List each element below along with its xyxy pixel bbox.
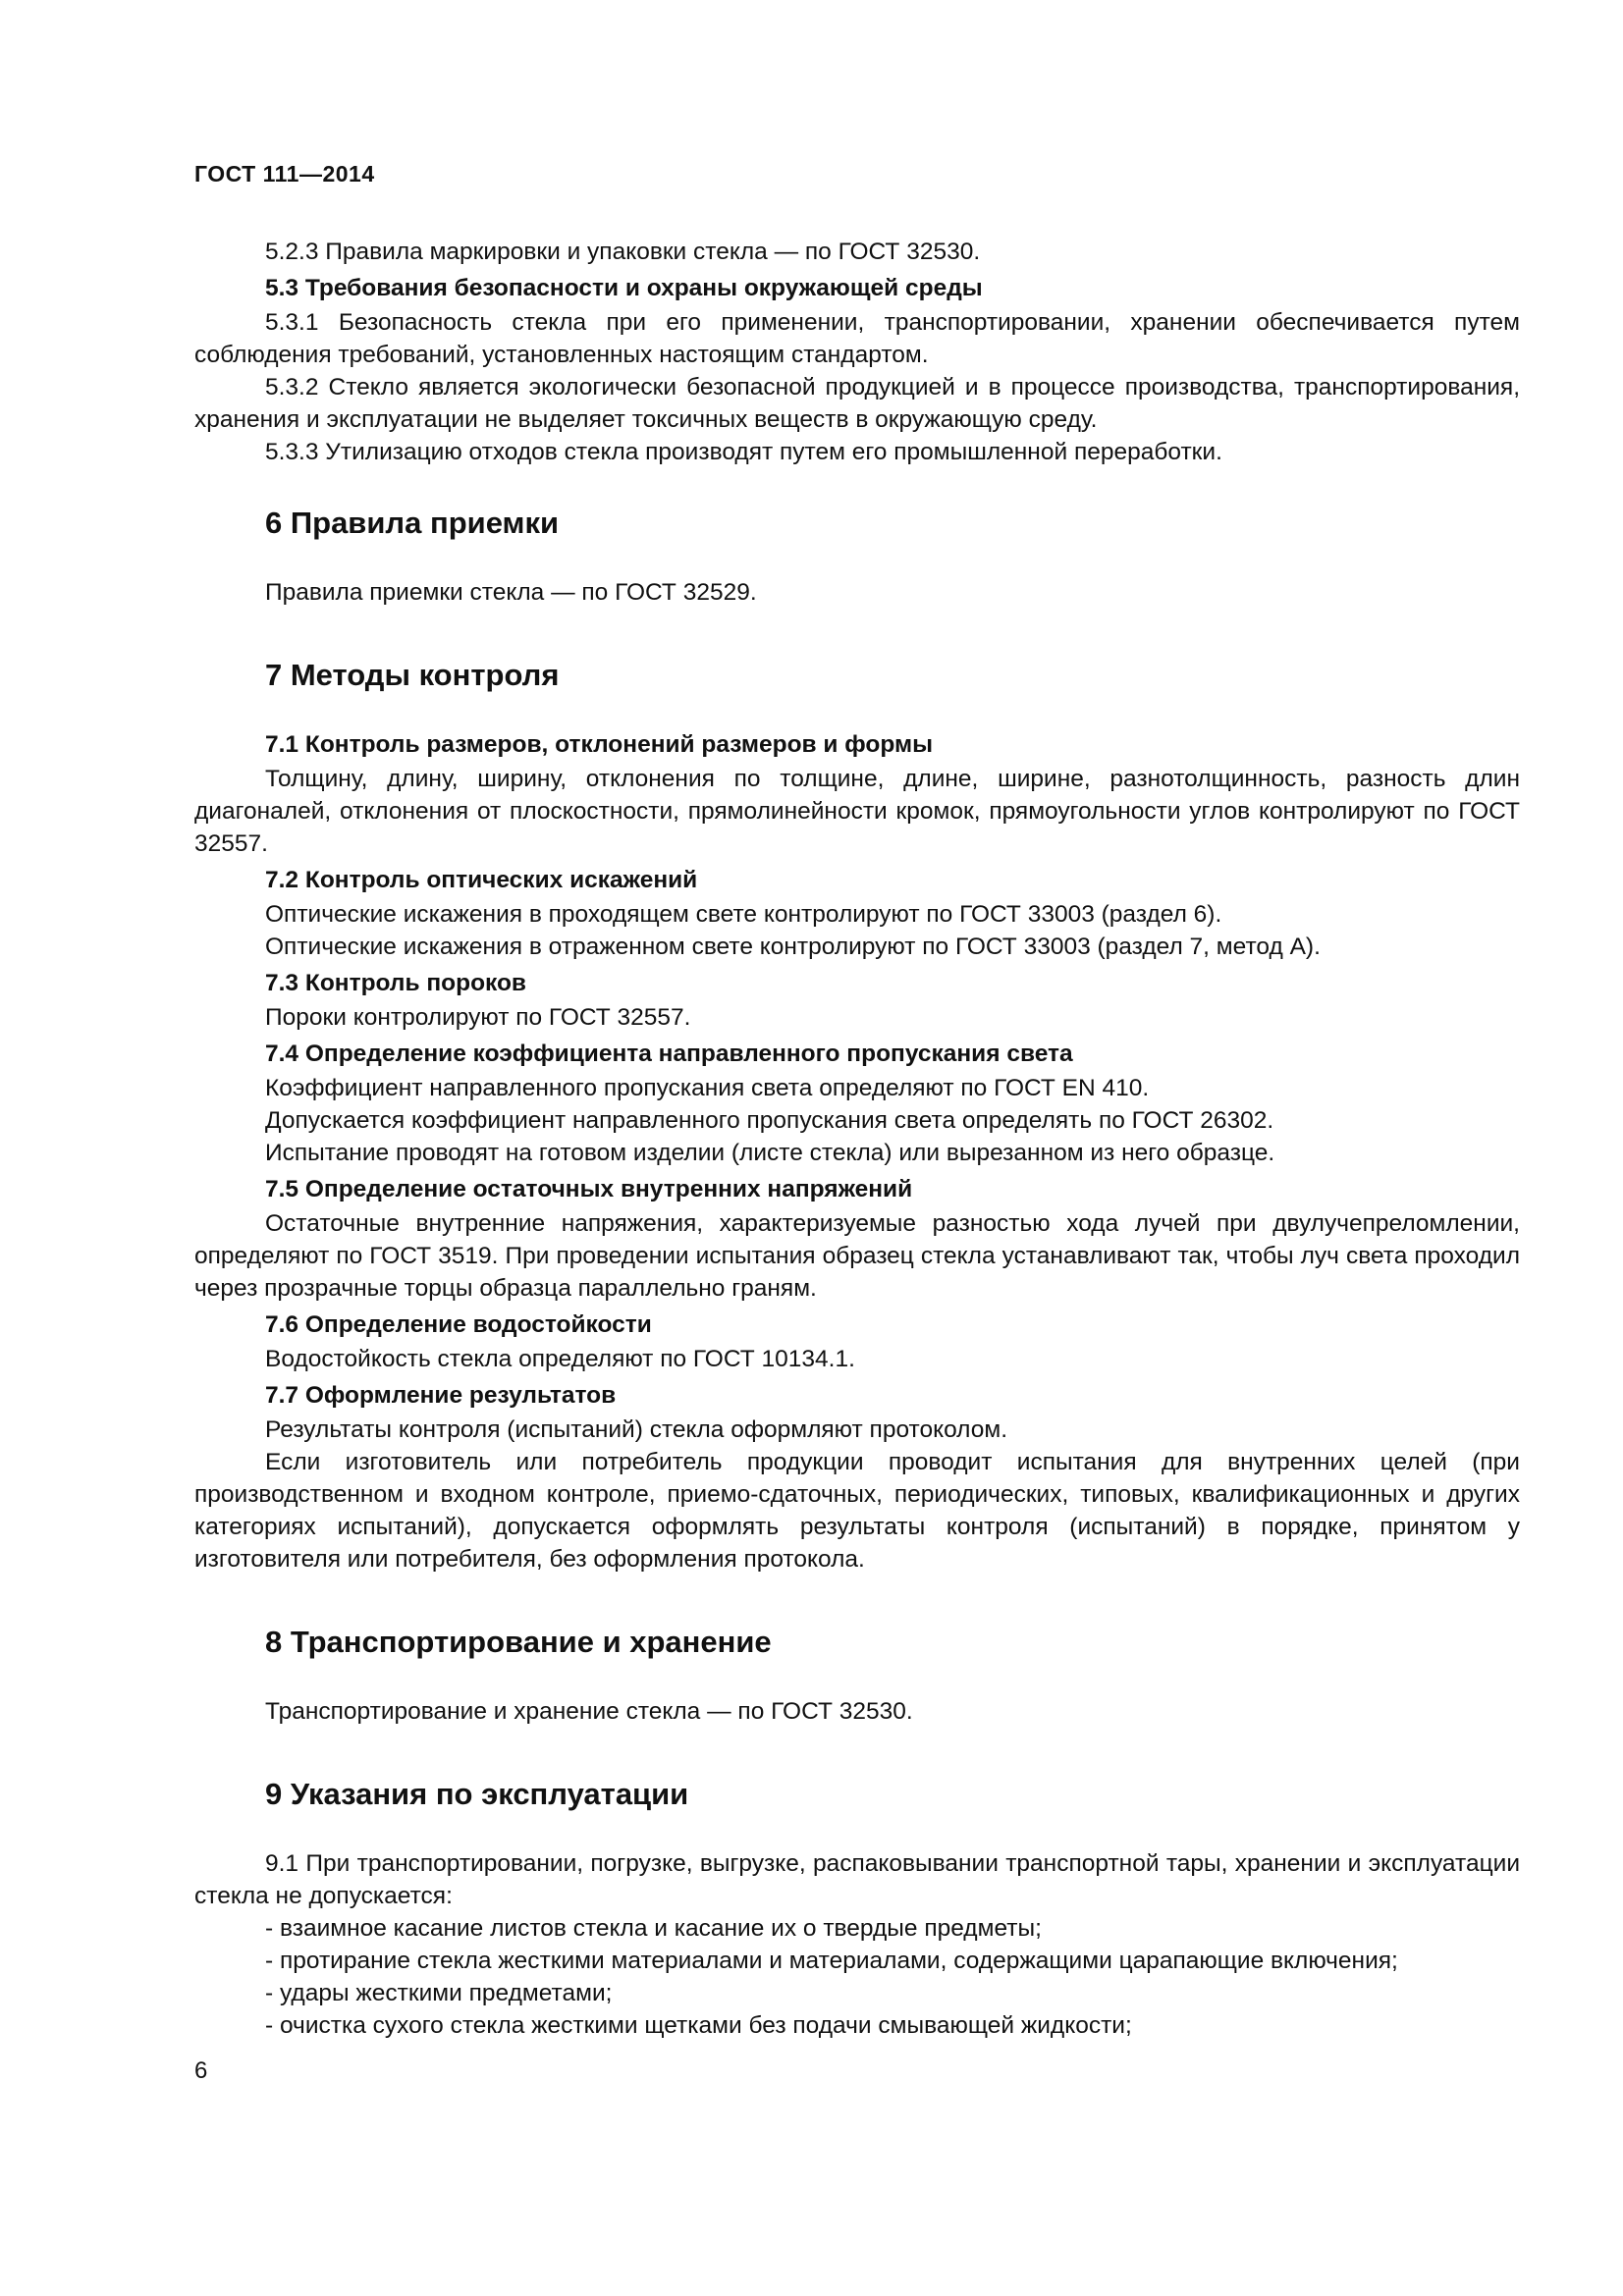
paragraph: Водостойкость стекла определяют по ГОСТ 10134.1. — [265, 1346, 855, 1372]
page-number: 6 — [194, 2057, 208, 2084]
list-item: - взаимное касание листов стекла и касание их о твердые предметы; — [265, 1915, 1042, 1942]
section-heading: 9 Указания по эксплуатации — [265, 1777, 689, 1811]
paragraph: 5.3.3 Утилизацию отходов стекла производят путем его промышленной переработки. — [265, 439, 1222, 465]
paragraph: Правила приемки стекла — по ГОСТ 32529. — [265, 579, 757, 606]
paragraph: Результаты контроля (испытаний) стекла оформляют протоколом. — [265, 1416, 1008, 1443]
subsection-heading: 7.4 Определение коэффициента направленного пропускания света — [265, 1041, 1073, 1067]
subsection-heading: 7.2 Контроль оптических искажений — [265, 867, 698, 893]
subsection-heading: 7.6 Определение водостойкости — [265, 1311, 652, 1338]
paragraph: Оптические искажения в отраженном свете контролируют по ГОСТ 33003 (раздел 7, метод А). — [265, 934, 1321, 960]
paragraph: 9.1 При транспортировании, погрузке, выгрузке, распаковывании транспортной тары, хранении и эксплуатации стекла не допускается: — [194, 1850, 1520, 1909]
paragraph: Толщину, длину, ширину, отклонения по толщине, длине, ширине, разнотолщинность, разность длин диагоналей, отклонения от плоскостности, прямолинейности кромок, прямоугольности углов контролируют по ГОСТ 32557. — [194, 766, 1520, 857]
paragraph: Если изготовитель или потребитель продукции проводит испытания для внутренних целей (при производственном и входном контроле, приемо-сдаточных, периодических, типовых, квалификационных и других категориях испытаний), допускается оформлять результаты контроля (испытаний) в порядке, принятом у изготовителя или потребителя, без оформления протокола. — [194, 1449, 1520, 1573]
section-heading: 8 Транспортирование и хранение — [265, 1625, 772, 1659]
document-header: ГОСТ 111—2014 — [194, 161, 375, 187]
subsection-heading: 7.7 Оформление результатов — [265, 1382, 617, 1409]
section-heading: 7 Методы контроля — [265, 658, 560, 692]
section-heading: 6 Правила приемки — [265, 506, 560, 540]
list-item: - удары жесткими предметами; — [265, 1980, 613, 2006]
subsection-heading: 7.5 Определение остаточных внутренних напряжений — [265, 1176, 913, 1202]
paragraph: Допускается коэффициент направленного пропускания света определять по ГОСТ 26302. — [265, 1107, 1274, 1134]
paragraph: Пороки контролируют по ГОСТ 32557. — [265, 1004, 691, 1031]
paragraph: 5.2.3 Правила маркировки и упаковки стекла — по ГОСТ 32530. — [265, 239, 981, 265]
paragraph: Остаточные внутренние напряжения, характеризуемые разностью хода лучей при двулучепреломлении, определяют по ГОСТ 3519. При проведении испытания образец стекла устанавливают так, чтобы луч света проходил через прозрачные торцы образца параллельно граням. — [194, 1210, 1520, 1302]
subsection-heading: 5.3 Требования безопасности и охраны окружающей среды — [265, 275, 983, 301]
list-item: - очистка сухого стекла жесткими щетками без подачи смывающей жидкости; — [265, 2012, 1132, 2039]
paragraph: Оптические искажения в проходящем свете контролируют по ГОСТ 33003 (раздел 6). — [265, 901, 1222, 928]
list-item: - протирание стекла жесткими материалами и материалами, содержащими царапающие включения; — [265, 1948, 1398, 1974]
document-body — [194, 236, 1520, 2042]
paragraph: Транспортирование и хранение стекла — по ГОСТ 32530. — [265, 1698, 913, 1725]
subsection-heading: 7.1 Контроль размеров, отклонений размеров и формы — [265, 731, 934, 758]
paragraph: 5.3.1 Безопасность стекла при его применении, транспортировании, хранении обеспечивается путем соблюдения требований, установленных настоящим стандартом. — [194, 309, 1520, 368]
paragraph: Коэффициент направленного пропускания света определяют по ГОСТ EN 410. — [265, 1075, 1150, 1101]
paragraph: 5.3.2 Стекло является экологически безопасной продукцией и в процессе производства, транспортирования, хранения и эксплуатации не выделяет токсичных веществ в окружающую среду. — [194, 374, 1520, 433]
subsection-heading: 7.3 Контроль пороков — [265, 970, 526, 996]
paragraph: Испытание проводят на готовом изделии (листе стекла) или вырезанном из него образце. — [265, 1140, 1275, 1166]
